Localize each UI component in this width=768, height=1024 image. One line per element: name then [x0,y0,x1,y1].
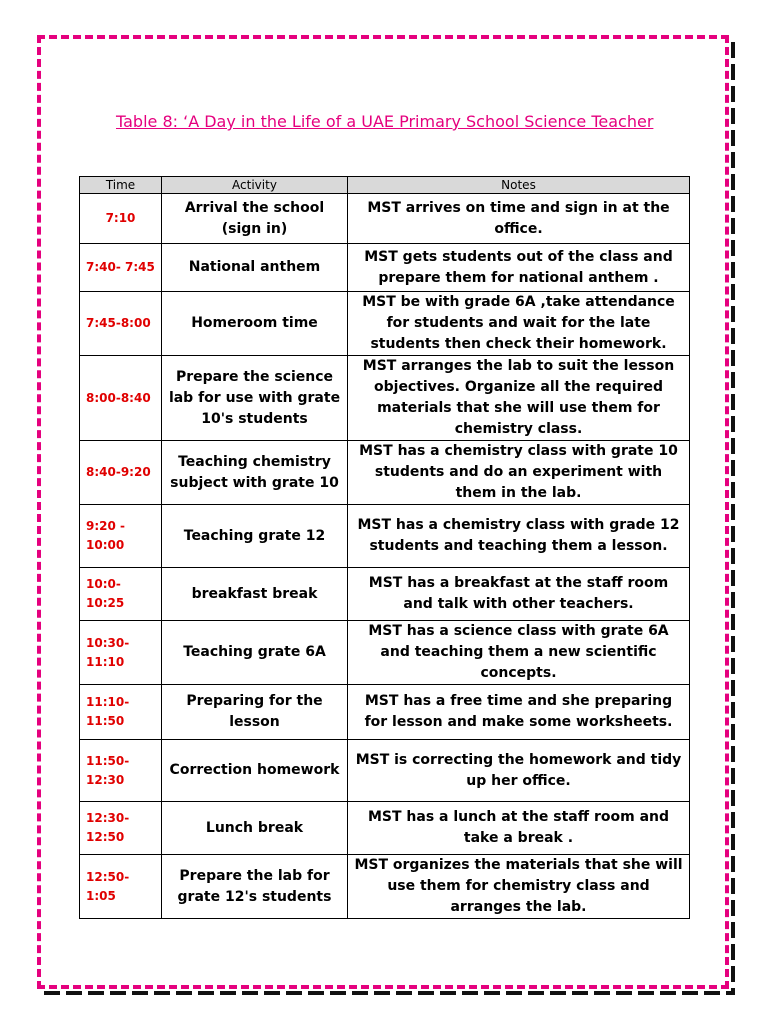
activity-cell: Correction homework [162,740,348,802]
time-cell: 11:10- 11:50 [80,685,162,740]
activity-cell: Homeroom time [162,292,348,356]
notes-cell: MST arranges the lab to suit the lesson objectives. Organize all the required materials that she will use them for chemistry class. [348,356,690,441]
header-activity: Activity [162,177,348,194]
table-title: Table 8: ‘A Day in the Life of a UAE Primary School Science Teacher [116,112,654,131]
activity-cell: Prepare the lab for grate 12's students [162,855,348,919]
header-time: Time [80,177,162,194]
table-row [80,685,690,740]
time-cell: 7:40- 7:45 [80,244,162,292]
time-cell: 12:30- 12:50 [80,802,162,855]
time-cell: 9:20 - 10:00 [80,505,162,568]
table-row [80,802,690,855]
activity-cell: Teaching grate 6A [162,621,348,685]
table-row [80,441,690,505]
notes-cell: MST has a free time and she preparing for lesson and make some worksheets. [348,685,690,740]
table-row [80,740,690,802]
activity-cell: Teaching chemistry subject with grate 10 [162,441,348,505]
page-border-shadow-right [731,42,735,995]
time-cell: 8:00-8:40 [80,356,162,441]
table-row [80,244,690,292]
table-row [80,194,690,244]
activity-cell: Lunch break [162,802,348,855]
activity-cell: Teaching grate 12 [162,505,348,568]
time-cell: 10:0- 10:25 [80,568,162,621]
notes-cell: MST arrives on time and sign in at the office. [348,194,690,244]
schedule-table [79,176,690,919]
header-notes: Notes [348,177,690,194]
activity-cell: Preparing for the lesson [162,685,348,740]
table-row [80,356,690,441]
notes-cell: MST organizes the materials that she will use them for chemistry class and arranges the lab. [348,855,690,919]
notes-cell: MST has a breakfast at the staff room and talk with other teachers. [348,568,690,621]
table-row [80,292,690,356]
time-cell: 12:50- 1:05 [80,855,162,919]
table-header-row [80,177,690,194]
time-cell: 10:30- 11:10 [80,621,162,685]
table-row [80,855,690,919]
activity-cell: Prepare the science lab for use with grate 10's students [162,356,348,441]
notes-cell: MST has a lunch at the staff room and take a break . [348,802,690,855]
activity-cell: Arrival the school (sign in) [162,194,348,244]
table-row [80,568,690,621]
time-cell: 7:10 [80,194,162,244]
table-row [80,621,690,685]
activity-cell: breakfast break [162,568,348,621]
notes-cell: MST be with grade 6A ,take attendance for students and wait for the late students then check their homework. [348,292,690,356]
time-cell: 7:45-8:00 [80,292,162,356]
time-cell: 11:50- 12:30 [80,740,162,802]
notes-cell: MST has a chemistry class with grate 10 students and do an experiment with them in the lab. [348,441,690,505]
notes-cell: MST has a chemistry class with grade 12 students and teaching them a lesson. [348,505,690,568]
time-cell: 8:40-9:20 [80,441,162,505]
notes-cell: MST gets students out of the class and prepare them for national anthem . [348,244,690,292]
activity-cell: National anthem [162,244,348,292]
page-border-shadow-bottom [44,991,735,995]
notes-cell: MST is correcting the homework and tidy up her office. [348,740,690,802]
notes-cell: MST has a science class with grate 6A and teaching them a new scientific concepts. [348,621,690,685]
table-row [80,505,690,568]
